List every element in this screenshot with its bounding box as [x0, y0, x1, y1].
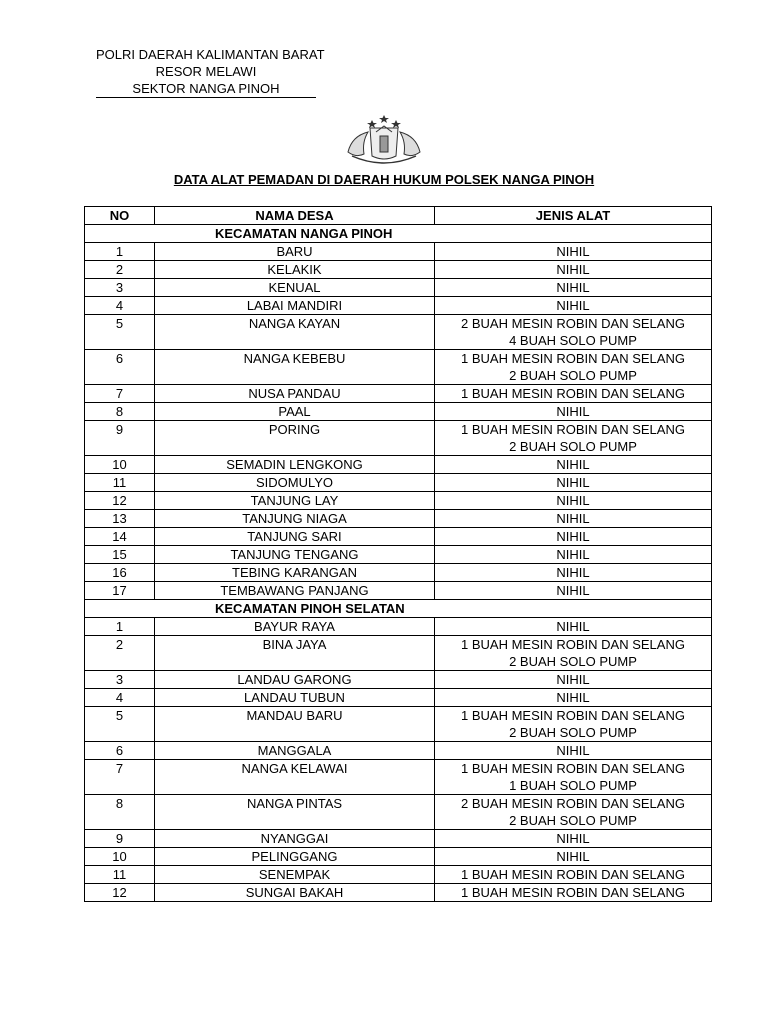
jenis-alat-line: 1 BUAH MESIN ROBIN DAN SELANG: [461, 761, 685, 776]
jenis-alat-line: 4 BUAH SOLO PUMP: [509, 333, 637, 348]
column-header-jenis-alat: JENIS ALAT: [435, 207, 712, 225]
cell-no: 6: [85, 350, 155, 385]
equipment-table: [84, 206, 712, 902]
cell-no: 5: [85, 315, 155, 350]
cell-jenis-alat: [435, 689, 712, 707]
cell-nama-desa: LABAI MANDIRI: [155, 297, 435, 315]
table-row: [85, 760, 712, 795]
cell-jenis-alat: [435, 315, 712, 350]
jenis-alat-line: 1 BUAH MESIN ROBIN DAN SELANG: [461, 386, 685, 401]
jenis-alat-line: 1 BUAH MESIN ROBIN DAN SELANG: [461, 885, 685, 900]
cell-nama-desa: NANGA PINTAS: [155, 795, 435, 830]
cell-nama-desa: SUNGAI BAKAH: [155, 884, 435, 902]
document-title: DATA ALAT PEMADAN DI DAERAH HUKUM POLSEK NANGA PINOH: [173, 172, 595, 187]
jenis-alat-line: 1 BUAH MESIN ROBIN DAN SELANG: [461, 637, 685, 652]
cell-no: 2: [85, 261, 155, 279]
cell-jenis-alat: [435, 385, 712, 403]
cell-jenis-alat: [435, 528, 712, 546]
table-row: [85, 618, 712, 636]
cell-nama-desa: NANGA KEBEBU: [155, 350, 435, 385]
cell-no: 17: [85, 582, 155, 600]
cell-nama-desa: BINA JAYA: [155, 636, 435, 671]
cell-nama-desa: PORING: [155, 421, 435, 456]
cell-jenis-alat: [435, 474, 712, 492]
table-row: [85, 350, 712, 385]
cell-jenis-alat: [435, 848, 712, 866]
cell-nama-desa: SEMADIN LENGKONG: [155, 456, 435, 474]
cell-nama-desa: NYANGGAI: [155, 830, 435, 848]
jenis-alat-line: 2 BUAH SOLO PUMP: [509, 813, 637, 828]
cell-nama-desa: PELINGGANG: [155, 848, 435, 866]
jenis-alat-line: 1 BUAH MESIN ROBIN DAN SELANG: [461, 867, 685, 882]
cell-no: 10: [85, 848, 155, 866]
cell-nama-desa: KENUAL: [155, 279, 435, 297]
table-row: [85, 492, 712, 510]
cell-no: 11: [85, 474, 155, 492]
table-row: [85, 866, 712, 884]
cell-jenis-alat: [435, 830, 712, 848]
jenis-alat-line: 1 BUAH SOLO PUMP: [509, 778, 637, 793]
jenis-alat-line: NIHIL: [556, 511, 590, 526]
cell-no: 7: [85, 385, 155, 403]
cell-jenis-alat: [435, 421, 712, 456]
cell-nama-desa: TEMBAWANG PANJANG: [155, 582, 435, 600]
cell-no: 7: [85, 760, 155, 795]
cell-nama-desa: BARU: [155, 243, 435, 261]
header-line-1: POLRI DAERAH KALIMANTAN BARAT: [96, 47, 325, 62]
jenis-alat-line: 2 BUAH MESIN ROBIN DAN SELANG: [461, 796, 685, 811]
table-row: [85, 403, 712, 421]
cell-no: 4: [85, 689, 155, 707]
cell-no: 3: [85, 671, 155, 689]
cell-jenis-alat: [435, 760, 712, 795]
jenis-alat-line: NIHIL: [556, 475, 590, 490]
jenis-alat-line: 2 BUAH SOLO PUMP: [509, 439, 637, 454]
cell-nama-desa: NUSA PANDAU: [155, 385, 435, 403]
table-row: [85, 279, 712, 297]
jenis-alat-line: NIHIL: [556, 690, 590, 705]
jenis-alat-line: NIHIL: [556, 583, 590, 598]
cell-nama-desa: LANDAU TUBUN: [155, 689, 435, 707]
cell-no: 15: [85, 546, 155, 564]
table-row: [85, 564, 712, 582]
table-row: [85, 528, 712, 546]
cell-no: 16: [85, 564, 155, 582]
cell-jenis-alat: [435, 261, 712, 279]
cell-jenis-alat: [435, 279, 712, 297]
jenis-alat-line: NIHIL: [556, 565, 590, 580]
jenis-alat-line: NIHIL: [556, 672, 590, 687]
cell-nama-desa: TANJUNG NIAGA: [155, 510, 435, 528]
table-row: [85, 243, 712, 261]
cell-nama-desa: SENEMPAK: [155, 866, 435, 884]
jenis-alat-line: NIHIL: [556, 280, 590, 295]
cell-jenis-alat: [435, 456, 712, 474]
table-row: [85, 848, 712, 866]
document-header: [96, 46, 325, 98]
table-row: [85, 315, 712, 350]
cell-no: 1: [85, 618, 155, 636]
jenis-alat-line: NIHIL: [556, 457, 590, 472]
cell-jenis-alat: [435, 510, 712, 528]
cell-nama-desa: KELAKIK: [155, 261, 435, 279]
cell-jenis-alat: [435, 350, 712, 385]
cell-no: 13: [85, 510, 155, 528]
jenis-alat-line: 1 BUAH MESIN ROBIN DAN SELANG: [461, 422, 685, 437]
column-header-nama-desa: NAMA DESA: [155, 207, 435, 225]
cell-jenis-alat: [435, 297, 712, 315]
table-row: [85, 510, 712, 528]
jenis-alat-line: 2 BUAH SOLO PUMP: [509, 725, 637, 740]
cell-no: 8: [85, 795, 155, 830]
cell-no: 8: [85, 403, 155, 421]
table-row: [85, 636, 712, 671]
jenis-alat-line: NIHIL: [556, 743, 590, 758]
cell-nama-desa: LANDAU GARONG: [155, 671, 435, 689]
jenis-alat-line: NIHIL: [556, 529, 590, 544]
table-row: [85, 795, 712, 830]
table-row: [85, 707, 712, 742]
table-header-row: [85, 207, 712, 225]
table-row: [85, 689, 712, 707]
table-row: [85, 830, 712, 848]
cell-nama-desa: BAYUR RAYA: [155, 618, 435, 636]
table-row: [85, 884, 712, 902]
cell-nama-desa: NANGA KAYAN: [155, 315, 435, 350]
cell-jenis-alat: [435, 243, 712, 261]
cell-nama-desa: TANJUNG SARI: [155, 528, 435, 546]
cell-jenis-alat: [435, 582, 712, 600]
cell-no: 12: [85, 492, 155, 510]
table-row: [85, 671, 712, 689]
jenis-alat-line: 2 BUAH MESIN ROBIN DAN SELANG: [461, 316, 685, 331]
cell-jenis-alat: [435, 866, 712, 884]
cell-jenis-alat: [435, 671, 712, 689]
cell-no: 10: [85, 456, 155, 474]
cell-nama-desa: TANJUNG LAY: [155, 492, 435, 510]
cell-nama-desa: PAAL: [155, 403, 435, 421]
column-header-no: NO: [85, 207, 155, 225]
table-row: [85, 742, 712, 760]
header-line-3: SEKTOR NANGA PINOH: [96, 80, 316, 98]
cell-no: 4: [85, 297, 155, 315]
cell-nama-desa: MANDAU BARU: [155, 707, 435, 742]
jenis-alat-line: NIHIL: [556, 619, 590, 634]
cell-jenis-alat: [435, 636, 712, 671]
jenis-alat-line: NIHIL: [556, 849, 590, 864]
cell-jenis-alat: [435, 403, 712, 421]
jenis-alat-line: NIHIL: [556, 493, 590, 508]
cell-no: 9: [85, 830, 155, 848]
police-emblem-icon: [342, 112, 426, 168]
cell-no: 5: [85, 707, 155, 742]
jenis-alat-line: NIHIL: [556, 831, 590, 846]
cell-jenis-alat: [435, 795, 712, 830]
table-row: [85, 385, 712, 403]
jenis-alat-line: NIHIL: [556, 547, 590, 562]
cell-jenis-alat: [435, 742, 712, 760]
jenis-alat-line: NIHIL: [556, 262, 590, 277]
cell-no: 12: [85, 884, 155, 902]
jenis-alat-line: 2 BUAH SOLO PUMP: [509, 654, 637, 669]
jenis-alat-line: NIHIL: [556, 298, 590, 313]
section-row: [85, 225, 712, 243]
jenis-alat-line: 1 BUAH MESIN ROBIN DAN SELANG: [461, 351, 685, 366]
table-row: [85, 421, 712, 456]
cell-jenis-alat: [435, 618, 712, 636]
table-row: [85, 261, 712, 279]
cell-nama-desa: TEBING KARANGAN: [155, 564, 435, 582]
jenis-alat-line: NIHIL: [556, 404, 590, 419]
cell-no: 9: [85, 421, 155, 456]
table-row: [85, 582, 712, 600]
cell-nama-desa: MANGGALA: [155, 742, 435, 760]
cell-no: 3: [85, 279, 155, 297]
section-row: [85, 600, 712, 618]
cell-no: 6: [85, 742, 155, 760]
section-title: KECAMATAN PINOH SELATAN: [85, 600, 712, 618]
section-title: KECAMATAN NANGA PINOH: [85, 225, 712, 243]
cell-nama-desa: TANJUNG TENGANG: [155, 546, 435, 564]
table-row: [85, 474, 712, 492]
cell-no: 11: [85, 866, 155, 884]
jenis-alat-line: 2 BUAH SOLO PUMP: [509, 368, 637, 383]
jenis-alat-line: 1 BUAH MESIN ROBIN DAN SELANG: [461, 708, 685, 723]
table-row: [85, 546, 712, 564]
table-row: [85, 456, 712, 474]
cell-no: 14: [85, 528, 155, 546]
cell-no: 2: [85, 636, 155, 671]
cell-jenis-alat: [435, 564, 712, 582]
cell-no: 1: [85, 243, 155, 261]
header-line-2: RESOR MELAWI: [155, 64, 257, 79]
jenis-alat-line: NIHIL: [556, 244, 590, 259]
table-row: [85, 297, 712, 315]
cell-jenis-alat: [435, 707, 712, 742]
cell-nama-desa: NANGA KELAWAI: [155, 760, 435, 795]
cell-nama-desa: SIDOMULYO: [155, 474, 435, 492]
cell-jenis-alat: [435, 546, 712, 564]
cell-jenis-alat: [435, 492, 712, 510]
cell-jenis-alat: [435, 884, 712, 902]
